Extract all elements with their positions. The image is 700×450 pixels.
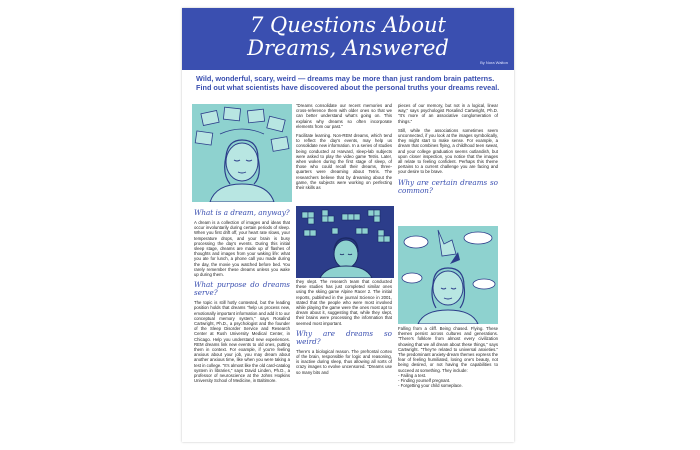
paragraph-what-purpose: The topic is still hotly contested, but the leading position holds that dreams "help us process new, emotionally important information and add it to our conceptual memory system," says Rosalind Cartwright, Ph.D., a psychologist and the founder of the Sleep Disorder Service and Research Center at Rush University Medical Center, in Chicago. Help you understand new experiences. REM dreams link new events to old ones, putting them in context. For example, if you're feeling anxious about your job, you may dream about another anxious time, like when you were taking a test in college. "It's almost like the old card-catalog system in libraries," says David Linden, Ph.D., a professor of neuroscience at the Johns Hopkins University School of Medicine, in Baltimore. — [194, 300, 290, 384]
heading-why-common: Why are certain dreams so common? — [398, 177, 498, 195]
paragraph-research-team: they slept. The research team that conducted these studies has just completed similar ones using the skiing game Alpine Racer 2. The initial reports, published in the journal Science in 2001, stated that the people who were most involved while playing the game were the ones most apt to dream about it, suggesting that, while they slept, their brains were processing the information that seemed most important. — [296, 279, 392, 326]
byline: By Nora Walton — [480, 60, 508, 65]
heading-why-weird: Why are dreams so weird? — [296, 328, 392, 346]
column-2-bottom — [296, 279, 392, 375]
anxiety-themes-list — [398, 373, 498, 389]
magazine-page — [182, 8, 514, 442]
paragraph-quote-cartwright: "Dreams consolidate our recent memories and cross-reference them with older ones so that we can better understand what's going on. This explains why dreams so often incorporate elements from our past." — [296, 103, 392, 129]
article-title-line1: 7 Questions About — [250, 13, 446, 37]
paragraph-why-weird: There's a biological reason. The prefrontal cortex of the brain, responsible for logic and reasoning, is inactive during sleep, thus allowing all sorts of crazy images to evolve uncensored. "Dreams use so many bits and — [296, 348, 392, 375]
column-1 — [194, 205, 290, 383]
illustration-dream-images — [192, 104, 292, 202]
paragraph-common-themes: Falling from a cliff. Being chased. Flying. These themes persist across cultures and generations. "There's folklore from almost every civilization showing that we all dream about these things," says Cartwright. "They're related to universal anxieties." The predominant anxiety-dream themes express the fear of feeling humiliated, losing one's beauty, not being desired, or not having the capabilities to succeed at something. They include: — [398, 326, 498, 373]
paragraph-facilitate-learning: Facilitate learning. Non-REM dreams, which tend to reflect the day's events, may help us consolidate new information. In a series of studies being conducted at Harvard, sleep-lab subjects were asked to play the video game Tetris. Later, when woken during the first stage of sleep, of those who could recall their dreams, three-quarters were dreaming about Tetris. The researchers believe that by dreaming about the game, the subjects were working on perfecting their skills as — [296, 133, 392, 191]
heading-what-is-a-dream: What is a dream, anyway? — [194, 208, 290, 217]
column-3-top — [398, 103, 498, 198]
title-banner — [182, 8, 514, 70]
intro-deck: Wild, wonderful, scary, weird — dreams may be more than just random brain patterns. Find out what scientists have discovered about the personal truths your dreams reveal. — [196, 74, 500, 92]
illustration-falling-dream — [398, 226, 498, 324]
column-3-bottom — [398, 326, 498, 388]
list-item: - Forgetting your child someplace. — [398, 383, 463, 389]
list-item: - Failing a test. — [398, 372, 427, 378]
paragraph-what-is-a-dream: A dream is a collection of images and ideas that occur involuntarily during certain periods of sleep. When you first drift off, your heart rate slows, your temperature drops, and your brain is busy processing the day's events. During this initial sleep stage, dreams are made up of flashes of thoughts and images from your waking life: what you ate for lunch, a phone call you made during the day, the movie you watched before bed. You rarely remember these dreams unless you wake up during them. — [194, 220, 290, 278]
illustration-tetris-dream — [296, 206, 394, 278]
heading-what-purpose: What purpose do dreams serve? — [194, 280, 290, 298]
article-title-line2: Dreams, Answered — [247, 36, 449, 60]
list-item: - Finding yourself pregnant. — [398, 378, 451, 384]
column-2-top — [296, 103, 392, 190]
paragraph-memory-pieces: pieces of our memory, but not in a logical, linear way," says psychologist Rosalind Cartwright, Ph.D. "It's more of an associative conglomeration of things." — [398, 103, 498, 124]
paragraph-associations: Still, while the associations sometimes seem unconnected, if you look at the images symbolically, they might start to make sense. For example, a dream that combines flying, a childhood teen sweat, and your college graduation seems outlandish, but upon closer inspection, you notice that the images all relate to feeling confident. Perhaps this theme pertains to a current challenge you are facing and your desire to be brave. — [398, 127, 498, 175]
